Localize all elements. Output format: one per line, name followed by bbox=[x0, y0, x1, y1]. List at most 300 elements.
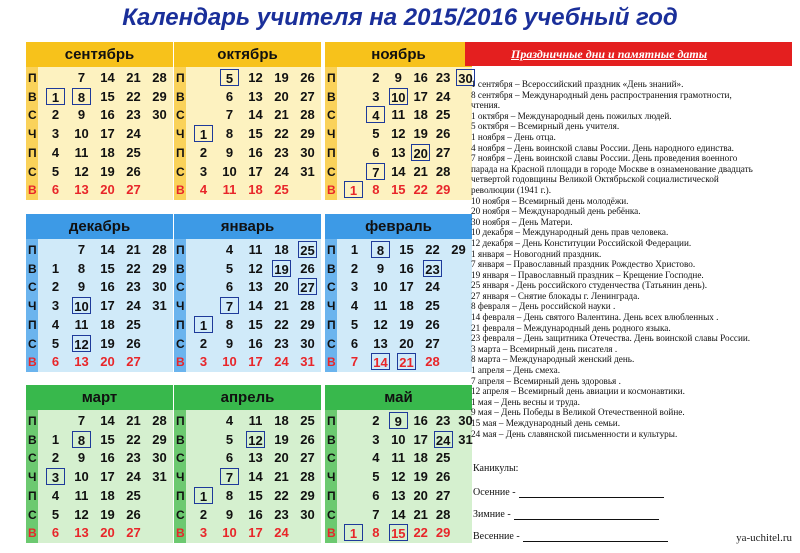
month-май bbox=[325, 385, 472, 543]
day-cell: 29 bbox=[152, 88, 167, 104]
week-row bbox=[174, 163, 321, 182]
week-row bbox=[26, 88, 173, 107]
week-row bbox=[174, 431, 321, 450]
week-row bbox=[174, 106, 321, 125]
day-cell: 15 bbox=[391, 182, 406, 198]
day-cell: 17 bbox=[248, 163, 263, 179]
month-name: май bbox=[325, 385, 472, 410]
day-cell: 18 bbox=[100, 487, 115, 503]
day-cell: 10 bbox=[373, 279, 388, 295]
weekday-label: С bbox=[28, 336, 37, 351]
week-row bbox=[26, 487, 173, 506]
day-cell: 26 bbox=[300, 431, 315, 447]
day-cell: 25 bbox=[274, 182, 289, 198]
week-row bbox=[325, 181, 472, 200]
day-cell: 30 bbox=[300, 335, 315, 351]
day-cell: 6 bbox=[225, 88, 234, 104]
day-cell: 10 bbox=[72, 297, 91, 314]
day-cell: 1 bbox=[350, 242, 359, 257]
weekday-label: С bbox=[28, 108, 37, 123]
holiday-line: 8 марта – Международный женский день. bbox=[471, 354, 635, 365]
day-cell: 25 bbox=[126, 316, 141, 332]
day-cell: 11 bbox=[248, 413, 263, 428]
day-cell: 1 bbox=[51, 431, 60, 447]
day-cell: 27 bbox=[126, 525, 141, 541]
day-cell: 28 bbox=[425, 354, 440, 370]
day-cell: 29 bbox=[435, 525, 451, 541]
day-cell: 11 bbox=[222, 182, 237, 198]
month-март bbox=[26, 385, 173, 543]
day-cell: 20 bbox=[100, 354, 115, 370]
day-cell: 21 bbox=[274, 469, 289, 485]
week-row bbox=[325, 297, 472, 316]
week-row bbox=[325, 88, 472, 107]
week-row bbox=[325, 468, 472, 487]
weekday-label: В bbox=[28, 355, 37, 370]
day-cell: 13 bbox=[248, 279, 263, 295]
weekday-label: П bbox=[327, 71, 336, 85]
day-cell: 18 bbox=[274, 413, 289, 428]
week-row bbox=[26, 449, 173, 468]
day-cell: 24 bbox=[274, 163, 289, 179]
day-cell: 15 bbox=[248, 487, 263, 503]
weekday-label: В bbox=[28, 526, 37, 541]
day-cell: 22 bbox=[274, 126, 289, 142]
vacation-autumn bbox=[473, 487, 664, 498]
holiday-line: 9 мая – День Победы в Великой Отечественной войне. bbox=[471, 407, 685, 418]
week-row bbox=[325, 335, 472, 354]
day-cell: 30 bbox=[300, 144, 315, 160]
day-cell: 21 bbox=[274, 107, 289, 123]
holiday-line: четвертой годовщины Великой Октябрьской социалистической bbox=[471, 174, 719, 185]
day-cell: 22 bbox=[413, 525, 428, 541]
holidays-title: Праздничные дни и памятные даты bbox=[511, 47, 708, 61]
holiday-line: 1 ноября – День отца. bbox=[471, 131, 556, 142]
day-cell: 17 bbox=[399, 279, 414, 295]
vacations-title: Каникулы: bbox=[473, 463, 519, 474]
day-cell: 15 bbox=[389, 524, 408, 541]
day-cell: 26 bbox=[435, 469, 451, 485]
day-cell: 17 bbox=[248, 354, 263, 370]
week-row bbox=[174, 316, 321, 335]
day-cell: 9 bbox=[394, 70, 402, 85]
holiday-line: революции (1941 г.). bbox=[471, 184, 552, 195]
weekday-label: Ч bbox=[28, 127, 37, 142]
day-cell: 8 bbox=[225, 316, 234, 332]
day-cell: 19 bbox=[100, 506, 115, 522]
weekday-label: П bbox=[176, 317, 185, 332]
day-cell: 24 bbox=[274, 525, 289, 541]
month-days bbox=[174, 410, 321, 543]
week-row bbox=[174, 297, 321, 316]
week-row bbox=[174, 524, 321, 543]
holiday-line: 21 февраля – Международный день родного языка. bbox=[471, 322, 671, 333]
day-cell: 23 bbox=[126, 279, 141, 295]
day-cell: 14 bbox=[371, 353, 390, 370]
day-cell: 9 bbox=[225, 335, 234, 351]
month-days bbox=[325, 239, 472, 372]
weekday-label: П bbox=[327, 414, 336, 428]
weekday-label: В bbox=[176, 526, 185, 541]
day-cell: 8 bbox=[77, 260, 86, 276]
day-cell: 21 bbox=[274, 298, 289, 314]
month-name: декабрь bbox=[26, 214, 173, 239]
month-name: февраль bbox=[325, 214, 472, 239]
day-cell: 4 bbox=[366, 106, 385, 123]
day-cell: 14 bbox=[248, 107, 263, 123]
week-row bbox=[174, 88, 321, 107]
day-cell: 28 bbox=[435, 506, 451, 522]
day-cell: 4 bbox=[199, 182, 208, 198]
day-cell: 22 bbox=[126, 260, 141, 276]
holiday-line: 10 ноября – Всемирный день молодёжи. bbox=[471, 195, 629, 206]
day-cell: 30 bbox=[152, 450, 167, 466]
weekday-label: П bbox=[327, 145, 336, 160]
day-cell: 25 bbox=[300, 413, 315, 428]
day-cell: 30 bbox=[456, 69, 475, 86]
site-url: ya-uchitel.ru bbox=[736, 532, 792, 544]
day-cell: 15 bbox=[100, 88, 115, 104]
week-row bbox=[174, 69, 321, 88]
weekday-label: П bbox=[176, 488, 185, 503]
day-cell: 15 bbox=[100, 431, 115, 447]
holidays-panel bbox=[465, 42, 792, 442]
day-cell: 4 bbox=[51, 487, 60, 503]
week-row bbox=[26, 506, 173, 525]
day-cell: 29 bbox=[300, 126, 315, 142]
weekday-label: Ч bbox=[176, 470, 185, 485]
day-cell: 9 bbox=[376, 260, 385, 276]
day-cell: 19 bbox=[413, 126, 428, 142]
day-cell: 30 bbox=[300, 506, 315, 522]
day-cell: 28 bbox=[300, 298, 315, 314]
day-cell: 13 bbox=[74, 354, 89, 370]
weekday-label: С bbox=[176, 108, 185, 123]
month-февраль bbox=[325, 214, 472, 372]
weekday-label: Ч bbox=[28, 299, 37, 314]
week-row bbox=[174, 487, 321, 506]
day-cell: 22 bbox=[425, 242, 440, 257]
week-row bbox=[174, 335, 321, 354]
weekday-label: П bbox=[176, 145, 185, 160]
month-name: октябрь bbox=[174, 42, 321, 67]
day-cell: 24 bbox=[126, 469, 141, 485]
day-cell: 18 bbox=[274, 242, 289, 257]
month-сентябрь bbox=[26, 42, 173, 200]
day-cell: 18 bbox=[413, 450, 428, 466]
holiday-line: 25 января - День российского студенчества (Татьянин день). bbox=[471, 280, 708, 291]
weekday-label: В bbox=[28, 432, 37, 447]
holiday-line: 20 ноября – Международный день ребёнка. bbox=[471, 206, 641, 217]
day-cell: 6 bbox=[225, 279, 234, 295]
day-cell: 1 bbox=[344, 181, 363, 198]
day-cell: 13 bbox=[248, 88, 263, 104]
day-cell: 3 bbox=[199, 525, 208, 541]
day-cell: 7 bbox=[366, 163, 385, 180]
month-name: январь bbox=[174, 214, 321, 239]
weekday-label: С bbox=[176, 280, 185, 295]
day-cell: 5 bbox=[225, 431, 234, 447]
day-cell: 10 bbox=[222, 354, 237, 370]
day-cell: 22 bbox=[126, 431, 141, 447]
week-row bbox=[26, 181, 173, 200]
day-cell: 29 bbox=[451, 242, 466, 257]
holiday-line: 24 мая – День славянской письменности и культуры. bbox=[471, 428, 678, 439]
day-cell: 7 bbox=[225, 107, 234, 123]
day-cell: 10 bbox=[222, 163, 237, 179]
holiday-line: 4 ноября – День воинской славы России. День народного единства. bbox=[471, 142, 734, 153]
day-cell: 4 bbox=[225, 413, 234, 428]
holiday-line: 1 мая – День весны и труда. bbox=[471, 396, 580, 407]
weekday-label: С bbox=[176, 164, 185, 179]
day-cell: 23 bbox=[423, 260, 442, 277]
holiday-line: 27 января – Снятие блокады г. Ленинграда. bbox=[471, 290, 640, 301]
vacation-spring bbox=[473, 531, 668, 542]
day-cell: 6 bbox=[225, 450, 234, 466]
weekday-label: С bbox=[327, 164, 336, 179]
week-row bbox=[26, 69, 173, 88]
weekday-label: С bbox=[327, 280, 336, 295]
vacation-winter-line bbox=[514, 519, 659, 520]
day-cell: 15 bbox=[399, 242, 414, 257]
day-cell: 26 bbox=[300, 260, 315, 276]
day-cell: 2 bbox=[372, 70, 380, 85]
day-cell: 6 bbox=[51, 182, 60, 198]
weekday-label: В bbox=[327, 432, 336, 447]
day-cell: 21 bbox=[413, 506, 428, 522]
month-январь bbox=[174, 214, 321, 372]
day-cell: 13 bbox=[373, 335, 388, 351]
day-cell: 9 bbox=[389, 412, 408, 429]
week-row bbox=[26, 241, 173, 260]
day-cell: 29 bbox=[300, 487, 315, 503]
day-cell: 28 bbox=[152, 242, 167, 257]
day-cell: 10 bbox=[74, 469, 89, 485]
day-cell: 3 bbox=[372, 88, 380, 104]
holiday-line: 5 октября – Всемирный день учителя. bbox=[471, 121, 620, 132]
day-cell: 31 bbox=[152, 298, 167, 314]
day-cell: 21 bbox=[397, 353, 416, 370]
day-cell: 18 bbox=[100, 316, 115, 332]
week-row bbox=[174, 241, 321, 260]
week-row bbox=[325, 69, 472, 88]
week-row bbox=[26, 431, 173, 450]
day-cell: 17 bbox=[100, 126, 115, 142]
weekday-label: В bbox=[327, 89, 336, 104]
day-cell: 16 bbox=[100, 450, 115, 466]
vacation-spring-line bbox=[523, 541, 668, 542]
weekday-label: В bbox=[176, 89, 185, 104]
week-row bbox=[174, 412, 321, 431]
day-cell: 29 bbox=[300, 316, 315, 332]
day-cell: 27 bbox=[126, 182, 141, 198]
month-декабрь bbox=[26, 214, 173, 372]
weekday-label: С bbox=[176, 451, 185, 466]
day-cell: 20 bbox=[399, 335, 414, 351]
holiday-line: 7 ноября – День воинской славы России. День проведения военного bbox=[471, 153, 738, 164]
day-cell: 8 bbox=[372, 525, 380, 541]
holiday-line: 8 сентября – Международный день распространения грамотности, bbox=[471, 89, 732, 100]
week-row bbox=[174, 181, 321, 200]
day-cell: 17 bbox=[248, 525, 263, 541]
week-row bbox=[174, 278, 321, 297]
holiday-line: 1 октября – Международный день пожилых людей. bbox=[471, 110, 672, 121]
day-cell: 30 bbox=[458, 413, 473, 428]
day-cell: 4 bbox=[372, 450, 380, 466]
day-cell: 12 bbox=[74, 506, 89, 522]
day-cell: 3 bbox=[199, 354, 208, 370]
day-cell: 5 bbox=[350, 316, 359, 332]
week-row bbox=[26, 468, 173, 487]
day-cell: 29 bbox=[435, 182, 451, 198]
day-cell: 12 bbox=[248, 260, 263, 276]
weekday-label: В bbox=[176, 261, 185, 276]
day-cell: 26 bbox=[126, 506, 141, 522]
weekday-label: Ч bbox=[176, 299, 185, 314]
day-cell: 2 bbox=[51, 450, 60, 466]
day-cell: 8 bbox=[371, 241, 390, 258]
week-row bbox=[26, 524, 173, 543]
day-cell: 1 bbox=[51, 260, 60, 276]
weekday-label: С bbox=[327, 336, 336, 351]
weekday-label: В bbox=[176, 432, 185, 447]
day-cell: 23 bbox=[274, 144, 289, 160]
day-cell: 23 bbox=[126, 107, 141, 123]
day-cell: 9 bbox=[77, 450, 86, 466]
day-cell: 1 bbox=[194, 487, 213, 504]
day-cell: 14 bbox=[248, 469, 263, 485]
week-row bbox=[174, 449, 321, 468]
week-row bbox=[174, 353, 321, 372]
weekday-label: П bbox=[327, 317, 336, 332]
day-cell: 26 bbox=[425, 316, 440, 332]
day-cell: 3 bbox=[51, 298, 60, 314]
day-cell: 5 bbox=[51, 335, 60, 351]
week-row bbox=[325, 449, 472, 468]
day-cell: 29 bbox=[152, 431, 167, 447]
day-cell: 31 bbox=[300, 354, 315, 370]
month-ноябрь bbox=[325, 42, 472, 200]
day-cell: 9 bbox=[77, 107, 86, 123]
day-cell: 6 bbox=[350, 335, 359, 351]
holiday-line: 12 апреля – Всемирный день авиации и космонавтики. bbox=[471, 386, 685, 397]
day-cell: 30 bbox=[152, 107, 167, 123]
holiday-line: 15 мая – Международный день семьи. bbox=[471, 418, 621, 428]
weekday-label: П bbox=[176, 414, 185, 428]
week-row bbox=[26, 278, 173, 297]
day-cell: 11 bbox=[74, 487, 89, 503]
day-cell: 22 bbox=[274, 316, 289, 332]
day-cell: 12 bbox=[246, 431, 265, 448]
day-cell: 20 bbox=[413, 487, 428, 503]
day-cell: 16 bbox=[248, 144, 263, 160]
day-cell: 4 bbox=[51, 144, 60, 160]
day-cell: 7 bbox=[220, 468, 239, 485]
weekday-label: С bbox=[327, 507, 336, 522]
weekday-label: Ч bbox=[327, 299, 336, 314]
day-cell: 21 bbox=[413, 163, 428, 179]
day-cell: 25 bbox=[435, 107, 451, 123]
day-cell: 6 bbox=[51, 354, 60, 370]
week-row bbox=[325, 106, 472, 125]
weekday-label: П bbox=[28, 71, 37, 85]
day-cell: 16 bbox=[248, 335, 263, 351]
day-cell: 17 bbox=[413, 88, 428, 104]
day-cell: 7 bbox=[372, 506, 380, 522]
week-row bbox=[325, 412, 472, 431]
weekday-label: Ч bbox=[28, 470, 37, 485]
day-cell: 24 bbox=[425, 279, 440, 295]
month-октябрь bbox=[174, 42, 321, 200]
weekday-label: В bbox=[28, 183, 37, 198]
weekday-label: В bbox=[327, 355, 336, 370]
day-cell: 20 bbox=[274, 450, 289, 466]
week-row bbox=[325, 506, 472, 525]
week-row bbox=[26, 106, 173, 125]
month-days bbox=[325, 67, 472, 200]
day-cell: 24 bbox=[126, 298, 141, 314]
day-cell: 1 bbox=[194, 125, 213, 142]
day-cell: 27 bbox=[435, 144, 451, 160]
day-cell: 12 bbox=[74, 163, 89, 179]
day-cell: 14 bbox=[248, 298, 263, 314]
weekday-label: П bbox=[28, 488, 37, 503]
day-cell: 13 bbox=[74, 525, 89, 541]
day-cell: 14 bbox=[100, 70, 115, 85]
day-cell: 25 bbox=[126, 487, 141, 503]
vacation-spring-label: Весенние - bbox=[473, 531, 520, 542]
week-row bbox=[26, 335, 173, 354]
holiday-line: 7 января – Православный праздник Рождество Христово. bbox=[471, 259, 696, 270]
week-row bbox=[325, 353, 472, 372]
day-cell: 2 bbox=[350, 260, 359, 276]
day-cell: 7 bbox=[350, 354, 359, 370]
day-cell: 15 bbox=[248, 126, 263, 142]
day-cell: 27 bbox=[300, 88, 315, 104]
weekday-label: В bbox=[327, 261, 336, 276]
holiday-line: чтения. bbox=[471, 100, 501, 111]
weekday-label: Ч bbox=[327, 127, 336, 142]
day-cell: 16 bbox=[413, 70, 428, 85]
weekday-label: П bbox=[327, 243, 336, 257]
day-cell: 14 bbox=[391, 506, 406, 522]
day-cell: 27 bbox=[435, 487, 451, 503]
week-row bbox=[325, 144, 472, 163]
week-row bbox=[26, 260, 173, 279]
vacation-winter-label: Зимние - bbox=[473, 509, 511, 520]
day-cell: 11 bbox=[391, 450, 406, 466]
day-cell: 21 bbox=[126, 242, 141, 257]
holiday-line: 7 апреля – Всемирный день здоровья . bbox=[471, 375, 621, 386]
day-cell: 10 bbox=[222, 525, 237, 541]
day-cell: 18 bbox=[399, 298, 414, 314]
day-cell: 24 bbox=[435, 88, 451, 104]
weekday-label: В bbox=[176, 355, 185, 370]
month-days bbox=[26, 67, 173, 200]
day-cell: 1 bbox=[46, 88, 65, 105]
day-cell: 23 bbox=[126, 450, 141, 466]
week-row bbox=[325, 163, 472, 182]
day-cell: 10 bbox=[391, 431, 406, 447]
day-cell: 19 bbox=[274, 70, 289, 85]
day-cell: 17 bbox=[100, 298, 115, 314]
day-cell: 4 bbox=[225, 242, 234, 257]
holiday-line: парада на Красной площади в городе Москве в ознаменование двадцать bbox=[471, 163, 753, 174]
day-cell: 27 bbox=[126, 354, 141, 370]
day-cell: 9 bbox=[225, 144, 234, 160]
day-cell: 22 bbox=[126, 88, 141, 104]
day-cell: 15 bbox=[248, 316, 263, 332]
